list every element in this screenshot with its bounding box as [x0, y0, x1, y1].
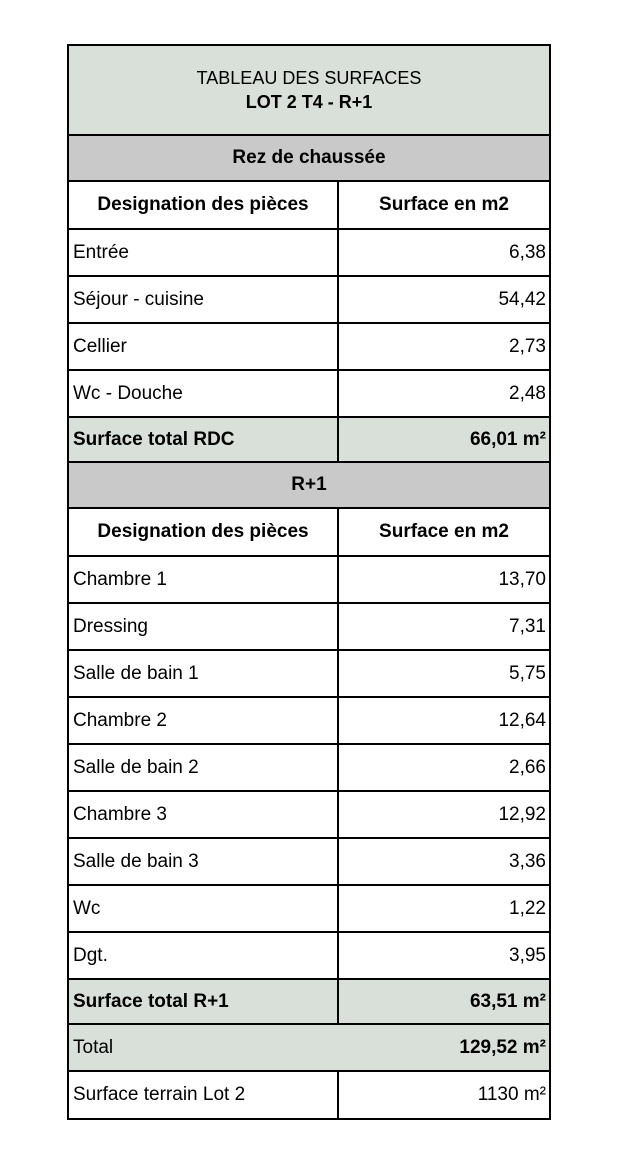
- terrain-value: 1130 m²: [477, 1084, 546, 1105]
- room-name: Chambre 3: [69, 792, 339, 837]
- grand-total-row: [69, 1025, 549, 1072]
- room-name: Salle de bain 1: [69, 651, 339, 696]
- subtotal-value: 63,51 m²: [469, 990, 546, 1012]
- subtotal-label: Surface total RDC: [69, 418, 339, 461]
- room-surface: 12,92: [498, 803, 546, 825]
- room-name: Chambre 1: [69, 557, 339, 602]
- room-name: Entrée: [69, 230, 339, 275]
- terrain-row: [69, 1072, 549, 1120]
- room-surface: 6,38: [509, 241, 546, 263]
- table-row: [69, 651, 549, 698]
- room-name: Dressing: [69, 604, 339, 649]
- room-surface: 2,73: [509, 335, 546, 357]
- table-row: [69, 557, 549, 604]
- subtotal-label: Surface total R+1: [69, 980, 339, 1023]
- table-row: [69, 371, 549, 418]
- room-surface: 3,36: [509, 850, 546, 872]
- room-name: Wc - Douche: [69, 371, 339, 416]
- header-row-rdc: [69, 182, 549, 230]
- table-row: [69, 604, 549, 651]
- grand-total-label: Total: [73, 1036, 114, 1058]
- terrain-label: Surface terrain Lot 2: [69, 1072, 339, 1118]
- room-name: Wc: [69, 886, 339, 931]
- header-surface: Surface en m2: [379, 194, 509, 215]
- room-surface: 2,66: [509, 756, 546, 778]
- table-title: [69, 46, 549, 136]
- title-line-1: TABLEAU DES SURFACES: [196, 68, 422, 88]
- header-row-r1: [69, 509, 549, 557]
- room-name: Cellier: [69, 324, 339, 369]
- table-row: [69, 277, 549, 324]
- header-surface: Surface en m2: [379, 521, 509, 542]
- room-surface: 7,31: [509, 615, 546, 637]
- section-r1: R+1: [69, 463, 549, 509]
- room-surface: 12,64: [498, 709, 546, 731]
- table-row: [69, 839, 549, 886]
- table-row: [69, 745, 549, 792]
- room-surface: 3,95: [509, 944, 546, 966]
- room-surface: 13,70: [498, 568, 546, 590]
- room-name: Séjour - cuisine: [69, 277, 339, 322]
- header-designation: Designation des pièces: [69, 182, 339, 228]
- table-row: [69, 933, 549, 980]
- grand-total-value: 129,52 m²: [459, 1036, 546, 1058]
- table-row: [69, 886, 549, 933]
- table-row: [69, 698, 549, 745]
- table-row: [69, 324, 549, 371]
- room-surface: 54,42: [498, 288, 546, 310]
- subtotal-row-rdc: [69, 418, 549, 463]
- section-rdc: Rez de chaussée: [69, 136, 549, 182]
- room-name: Salle de bain 3: [69, 839, 339, 884]
- room-surface: 2,48: [509, 382, 546, 404]
- table-row: [69, 792, 549, 839]
- room-name: Dgt.: [69, 933, 339, 978]
- title-line-2: LOT 2 T4 - R+1: [245, 92, 373, 112]
- subtotal-row-r1: [69, 980, 549, 1025]
- surface-table: [67, 44, 551, 1120]
- header-designation: Designation des pièces: [69, 509, 339, 555]
- subtotal-value: 66,01 m²: [469, 428, 546, 450]
- table-row: [69, 230, 549, 277]
- room-name: Chambre 2: [69, 698, 339, 743]
- room-surface: 1,22: [509, 897, 546, 919]
- room-surface: 5,75: [509, 662, 546, 684]
- room-name: Salle de bain 2: [69, 745, 339, 790]
